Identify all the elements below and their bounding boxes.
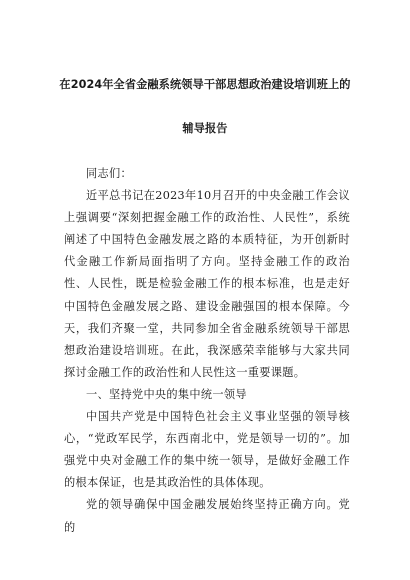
document-title-line2: 辅导报告 (182, 122, 228, 135)
salutation: 同志们： (86, 167, 132, 180)
section-heading: 一、坚持党中央的集中统一领导 (86, 387, 247, 401)
document-body (64, 163, 350, 539)
document-title-line1: 在2024年全省金融系统领导干部思想政治建设培训班上的 (59, 78, 351, 91)
section-paragraph: 党的领导确保中国金融发展始终坚持正确方向。党的 (64, 498, 350, 534)
section-paragraph: 中国共产党是中国特色社会主义事业坚强的领导核心，“党政军民学，东西南北中，党是领导一切的”。加强党中央对金融工作的集中统一领导，是做好金融工作的根本保证，也是其政治性的具体体现。 (64, 410, 350, 490)
body-paragraph: 近平总书记在2023年10月召开的中央金融工作会议上强调要“深刻把握金融工作的政治性、人民性”，系统阐述了中国特色金融发展之路的本质特征，为开创新时代金融工作新局面指明了方向。坚持金融工作的政治性、人民性，既是检验金融工作的根本标准，也是走好中国特色金融发展之路、建设金融强国的根本保障。今天，我们齐聚一堂，共同参加全省金融系统领导干部思想政治建设培训班。在此，我深感荣幸能够与大家共同探讨金融工作的政治性和人民性这一重要课题。 (64, 189, 350, 379)
